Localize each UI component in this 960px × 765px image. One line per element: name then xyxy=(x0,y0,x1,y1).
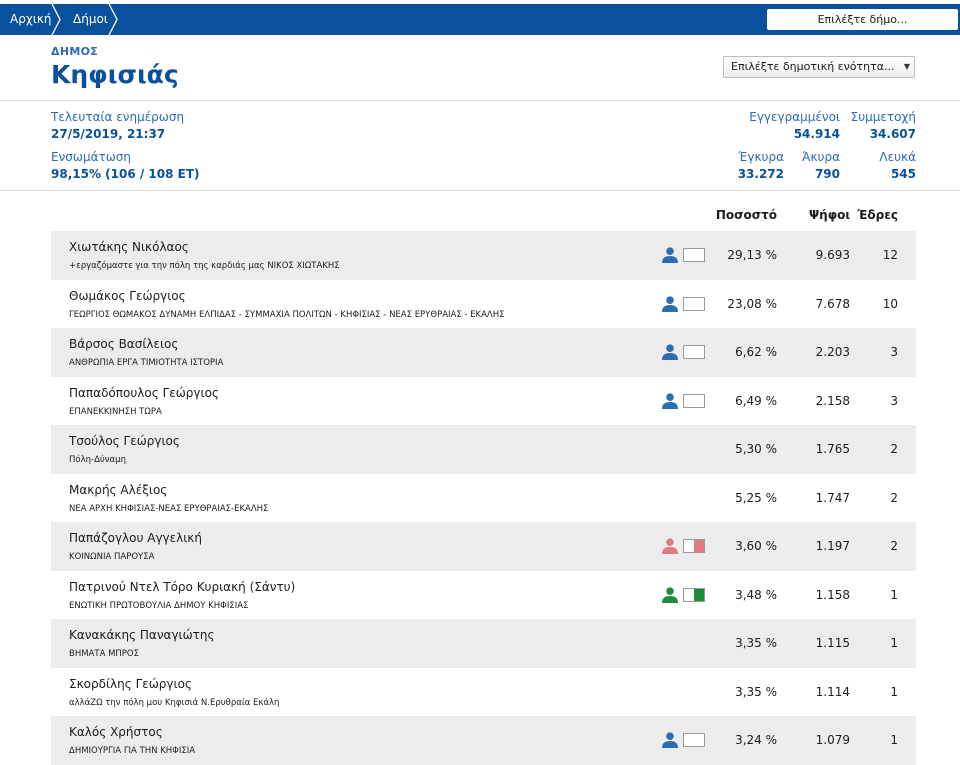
table-row[interactable] xyxy=(51,668,916,717)
table-row[interactable] xyxy=(51,716,916,765)
party-name: ΓΕΩΡΓΙΟΣ ΘΩΜΑΚΟΣ ΔΥΝΑΜΗ ΕΛΠΙΔΑΣ - ΣΥΜΜΑΧΙΑ ΠΟΛΙΤΩΝ - ΚΗΦΙΣΙΑΣ - ΝΕΑΣ ΕΡΥΘΡΑΙΑΣ - ΕΚΑΛΗΣ xyxy=(69,309,505,320)
votes-cell: 1.765 xyxy=(815,442,850,456)
party-flag-icon xyxy=(683,248,705,262)
candidate-name: Καλός Χρήστος xyxy=(69,725,163,739)
candidate-name: Κανακάκης Παναγιώτης xyxy=(69,628,215,642)
seats-cell: 3 xyxy=(890,345,898,359)
seats-cell: 10 xyxy=(882,296,898,311)
seats-cell: 1 xyxy=(890,733,898,747)
person-icon xyxy=(661,732,679,748)
affiliation-badge xyxy=(661,393,705,409)
valid-label: Έγκυρα xyxy=(738,150,784,164)
affiliation-badge xyxy=(661,732,705,748)
votes-cell: 1.747 xyxy=(815,490,850,505)
table-row[interactable] xyxy=(51,328,916,377)
candidate-name: Σκορδίλης Γεώργιος xyxy=(69,676,192,691)
party-name: ΑΝΘΡΩΠΙΑ ΕΡΓΑ ΤΙΜΙΟΤΗΤΑ ΙΣΤΟΡΙΑ xyxy=(69,358,224,368)
table-row[interactable] xyxy=(51,522,916,571)
votes-cell: 1.115 xyxy=(815,636,850,650)
blank-label: Λευκά xyxy=(879,150,916,164)
divider xyxy=(0,100,960,101)
table-row[interactable] xyxy=(51,280,916,329)
affiliation-badge xyxy=(661,587,705,603)
seats-cell: 2 xyxy=(890,490,898,505)
table-row[interactable] xyxy=(51,231,916,280)
turnout-label: Συμμετοχή xyxy=(850,110,916,124)
party-flag-icon xyxy=(683,539,705,553)
votes-cell: 9.693 xyxy=(815,248,850,262)
votes-cell: 1.079 xyxy=(815,733,850,747)
turnout-value: 34.607 xyxy=(869,127,916,141)
candidate-name: Χιωτάκης Νικόλαος xyxy=(69,240,189,254)
party-name: αλλάΖΩ την πόλη μου Κηφισιά Ν.Ερυθραία Εκάλη xyxy=(69,697,280,708)
seats-cell: 1 xyxy=(890,587,898,602)
percent-cell: 23,08 % xyxy=(727,296,777,311)
integration-label: Ενσωμάτωση xyxy=(51,150,131,164)
page-title: Κηφισιάς xyxy=(51,60,179,89)
breadcrumb-chevron-icon xyxy=(107,4,119,35)
party-flag-icon xyxy=(683,394,705,408)
seats-cell: 2 xyxy=(890,442,898,456)
breadcrumb-chevron-icon xyxy=(50,4,62,35)
candidate-name: Πατρινού Ντελ Τόρο Κυριακή (Σάντυ) xyxy=(69,579,296,594)
municipality-label: ΔΗΜΟΣ xyxy=(51,45,99,58)
table-row[interactable] xyxy=(51,377,916,426)
seats-cell: 3 xyxy=(890,393,898,408)
party-name: ΕΝΩΤΙΚΗ ΠΡΩΤΟΒΟΥΛΙΑ ΔΗΜΟΥ ΚΗΦΙΣΙΑΣ xyxy=(69,600,249,611)
votes-cell: 2.158 xyxy=(815,393,850,408)
seats-cell: 1 xyxy=(890,684,898,699)
table-row[interactable] xyxy=(51,425,916,474)
candidate-name: Θωμάκος Γεώργιος xyxy=(69,288,186,303)
invalid-label: Άκυρα xyxy=(802,150,840,164)
party-name: ΒΗΜΑΤΑ ΜΠΡΟΣ xyxy=(69,649,139,659)
results-table xyxy=(51,231,916,765)
seats-cell: 12 xyxy=(882,248,898,262)
invalid-value: 790 xyxy=(814,167,840,181)
person-icon xyxy=(661,296,679,312)
table-row[interactable] xyxy=(51,571,916,620)
registered-label: Εγγεγραμμένοι xyxy=(749,110,840,124)
seats-cell: 1 xyxy=(890,636,898,650)
candidate-name: Παπαδόπουλος Γεώργιος xyxy=(69,385,219,400)
last-update-label: Τελευταία ενημέρωση xyxy=(51,110,185,124)
municipality-select[interactable]: Επιλέξτε δήμο... xyxy=(767,9,958,30)
party-name: Πόλη-Δύναμη xyxy=(69,455,126,465)
affiliation-badge xyxy=(661,247,705,263)
valid-value: 33.272 xyxy=(737,167,784,181)
top-nav-bar xyxy=(0,4,960,35)
person-icon xyxy=(661,344,679,360)
votes-cell: 1.197 xyxy=(815,539,850,553)
percent-cell: 3,35 % xyxy=(735,636,777,650)
party-name: ΕΠΑΝΕΚΚΙΝΗΣΗ ΤΩΡΑ xyxy=(69,406,162,417)
party-name: ΚΟΙΝΩΝΙΑ ΠΑΡΟΥΣΑ xyxy=(69,552,155,562)
column-header-votes[interactable]: Ψήφοι xyxy=(808,208,850,222)
percent-cell: 6,62 % xyxy=(735,345,777,359)
votes-cell: 1.114 xyxy=(815,684,850,699)
blank-value: 545 xyxy=(890,167,916,181)
column-header-seats[interactable]: Έδρες xyxy=(857,208,898,222)
percent-cell: 3,60 % xyxy=(735,539,777,553)
party-name: ΝΕΑ ΑΡΧΗ ΚΗΦΙΣΙΑΣ-ΝΕΑΣ ΕΡΥΘΡΑΙΑΣ-ΕΚΑΛΗΣ xyxy=(69,503,269,514)
party-flag-icon xyxy=(683,345,705,359)
percent-cell: 6,49 % xyxy=(735,393,777,408)
party-flag-icon xyxy=(683,297,705,311)
breadcrumb-home-link[interactable]: Αρχική xyxy=(10,12,52,26)
votes-cell: 2.203 xyxy=(815,345,850,359)
percent-cell: 3,48 % xyxy=(735,587,777,602)
candidate-name: Βάρσος Βασίλειος xyxy=(69,337,179,351)
affiliation-badge xyxy=(661,538,705,554)
percent-cell: 5,30 % xyxy=(735,442,777,456)
seats-cell: 2 xyxy=(890,539,898,553)
percent-cell: 3,24 % xyxy=(735,733,777,747)
table-row[interactable] xyxy=(51,474,916,523)
party-name: +εργαζόμαστε για την πόλη της καρδιάς μας ΝΙΚΟΣ ΧΙΩΤΑΚΗΣ xyxy=(69,261,340,271)
votes-cell: 1.158 xyxy=(815,587,850,602)
votes-cell: 7.678 xyxy=(815,296,850,311)
breadcrumb-municipalities-link[interactable]: Δήμοι xyxy=(73,12,108,26)
percent-cell: 3,35 % xyxy=(735,684,777,699)
candidate-name: Τσούλος Γεώργιος xyxy=(69,434,180,448)
caret-down-icon: ▼ xyxy=(903,62,910,71)
affiliation-badge xyxy=(661,296,705,312)
person-icon xyxy=(661,247,679,263)
person-icon xyxy=(661,587,679,603)
candidate-name: Παπάζογλου Αγγελική xyxy=(69,531,202,545)
municipal-unit-select-label: Επιλέξτε δημοτική ενότητα... xyxy=(731,60,895,73)
person-icon xyxy=(661,393,679,409)
party-flag-icon xyxy=(683,588,705,602)
divider xyxy=(0,190,960,191)
candidate-name: Μακρής Αλέξιος xyxy=(69,482,168,497)
percent-cell: 5,25 % xyxy=(735,490,777,505)
percent-cell: 29,13 % xyxy=(727,248,777,262)
column-header-percent[interactable]: Ποσοστό xyxy=(715,208,777,222)
person-icon xyxy=(661,538,679,554)
affiliation-badge xyxy=(661,344,705,360)
party-name: ΔΗΜΙΟΥΡΓΙΑ ΓΙΑ ΤΗΝ ΚΗΦΙΣΙΑ xyxy=(69,746,196,756)
integration-value: 98,15% (106 / 108 ΕΤ) xyxy=(51,167,200,181)
table-row[interactable] xyxy=(51,619,916,668)
registered-value: 54.914 xyxy=(793,127,840,141)
municipal-unit-select[interactable] xyxy=(723,56,915,78)
last-update-value: 27/5/2019, 21:37 xyxy=(51,127,166,141)
party-flag-icon xyxy=(683,733,705,747)
